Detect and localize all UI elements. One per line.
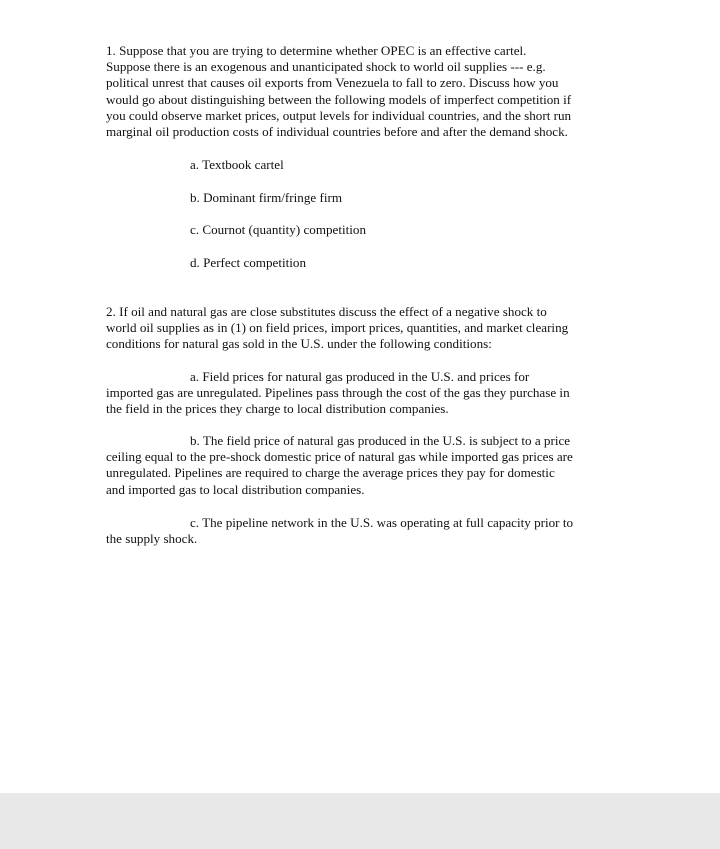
- question-1-option-d: d. Perfect competition: [190, 255, 306, 270]
- question-2-paragraph: [106, 304, 626, 353]
- question-2-subpart-a: [106, 369, 626, 418]
- subpart-a-line: imported gas are unregulated. Pipelines pass through the cost of the gas they purchase in: [106, 385, 570, 401]
- question-2-subpart-b: [106, 433, 626, 498]
- subpart-b-line: unregulated. Pipelines are required to charge the average prices they pay for domestic: [106, 465, 555, 481]
- question-2-line: conditions for natural gas sold in the U.S. under the following conditions:: [106, 336, 492, 352]
- question-1-line: marginal oil production costs of individual countries before and after the demand shock.: [106, 124, 568, 140]
- subpart-a-line: a. Field prices for natural gas produced in the U.S. and prices for: [190, 369, 530, 384]
- question-1-line: Suppose there is an exogenous and unanticipated shock to world oil supplies --- e.g.: [106, 59, 546, 75]
- question-1-option-b: b. Dominant firm/fringe firm: [190, 190, 342, 205]
- subpart-b-line: and imported gas to local distribution companies.: [106, 481, 365, 497]
- question-2-subpart-c: [106, 515, 626, 547]
- question-1-line: 1. Suppose that you are trying to determine whether OPEC is an effective cartel.: [106, 43, 527, 58]
- subpart-c-line: c. The pipeline network in the U.S. was operating at full capacity prior to: [190, 515, 574, 530]
- subpart-a-line: the field in the prices they charge to local distribution companies.: [106, 401, 449, 417]
- subpart-c-line: the supply shock.: [106, 531, 198, 547]
- question-1-option-a: a. Textbook cartel: [190, 157, 284, 172]
- question-1-option-c: c. Cournot (quantity) competition: [190, 222, 367, 237]
- question-2-line: world oil supplies as in (1) on field prices, import prices, quantities, and market clearing: [106, 320, 569, 336]
- question-2-line: 2. If oil and natural gas are close substitutes discuss the effect of a negative shock to: [106, 304, 547, 319]
- viewer-bottom-background: [0, 793, 720, 849]
- subpart-b-line: b. The field price of natural gas produced in the U.S. is subject to a price: [190, 433, 571, 448]
- question-1-paragraph: [106, 43, 626, 140]
- question-1-line: political unrest that causes oil exports from Venezuela to fall to zero. Discuss how you: [106, 75, 559, 91]
- question-1-line: you could observe market prices, output levels for individual countries, and the short run: [106, 107, 572, 123]
- question-1-line: would go about distinguishing between the following models of imperfect competition if: [106, 91, 572, 107]
- subpart-b-line: ceiling equal to the pre-shock domestic price of natural gas while imported gas prices are: [106, 449, 573, 465]
